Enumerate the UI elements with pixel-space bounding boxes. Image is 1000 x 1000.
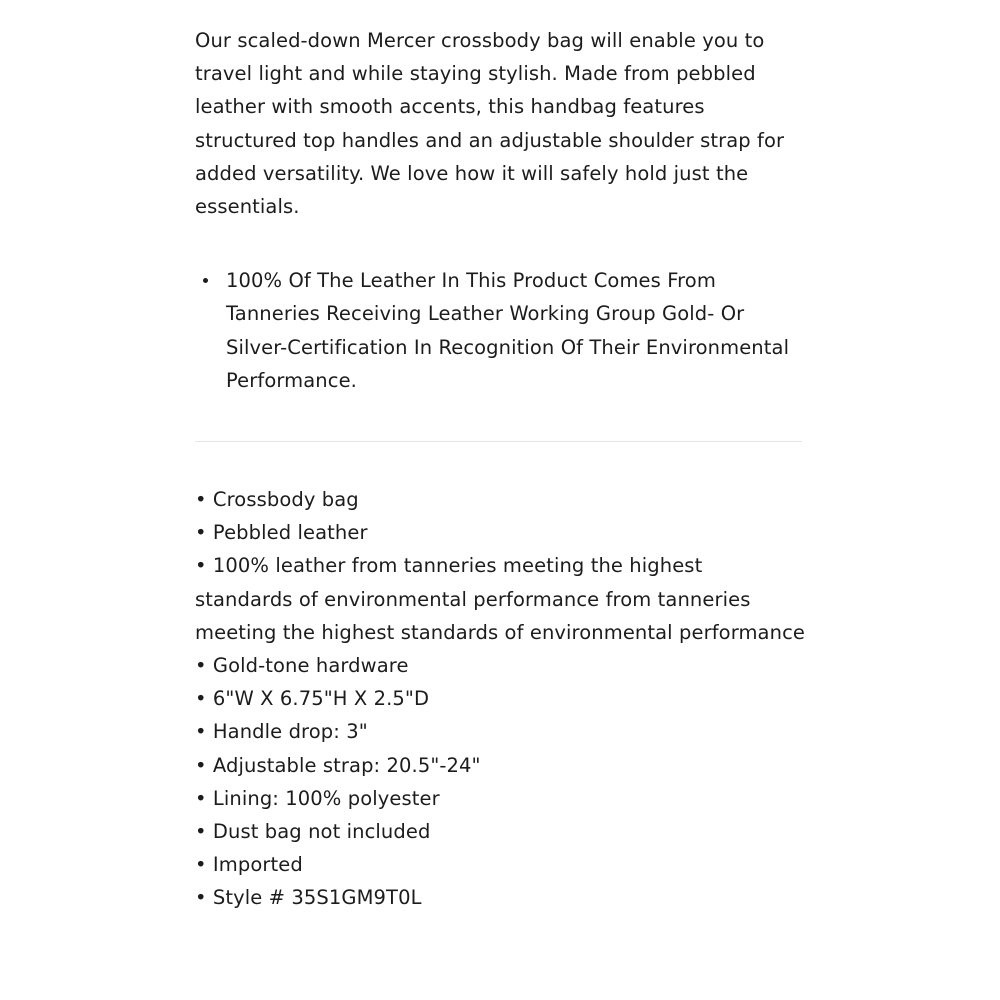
- detail-item-dimensions: • 6"W X 6.75"H X 2.5"D: [195, 687, 430, 711]
- detail-item-dust-bag: • Dust bag not included: [195, 820, 431, 844]
- detail-item-strap: • Adjustable strap: 20.5"-24": [195, 753, 481, 777]
- detail-item-lining: • Lining: 100% polyester: [195, 786, 440, 810]
- detail-item-handle-drop: • Handle drop: 3": [195, 720, 368, 744]
- detail-item-style-number: • Style # 35S1GM9T0L: [195, 886, 422, 910]
- product-description-panel: [195, 24, 805, 915]
- detail-item-material: • Pebbled leather: [195, 521, 368, 545]
- product-description: Our scaled-down Mercer crossbody bag will enable you to travel light and while staying stylish. Made from pebbled leather with smooth accents, this handbag features structured top handles and an adjustable shoulder strap for added versatility. We love how it will safely hold just the essentials.: [195, 29, 785, 219]
- detail-item-leather-source: • 100% leather from tanneries meeting the highest standards of environmental performance from tanneries meeting the highest standards of environmental performance: [195, 554, 805, 644]
- detail-item-type: • Crossbody bag: [195, 488, 359, 512]
- highlights-list: [195, 264, 805, 397]
- section-divider: [195, 441, 802, 442]
- detail-item-hardware: • Gold-tone hardware: [195, 654, 409, 678]
- detail-item-origin: • Imported: [195, 853, 303, 877]
- product-details-list: [195, 483, 805, 915]
- highlight-item-leather-certification: 100% Of The Leather In This Product Comes From Tanneries Receiving Leather Working Group Gold- Or Silver-Certification In Recognition Of Their Environmental Performance.: [195, 264, 805, 397]
